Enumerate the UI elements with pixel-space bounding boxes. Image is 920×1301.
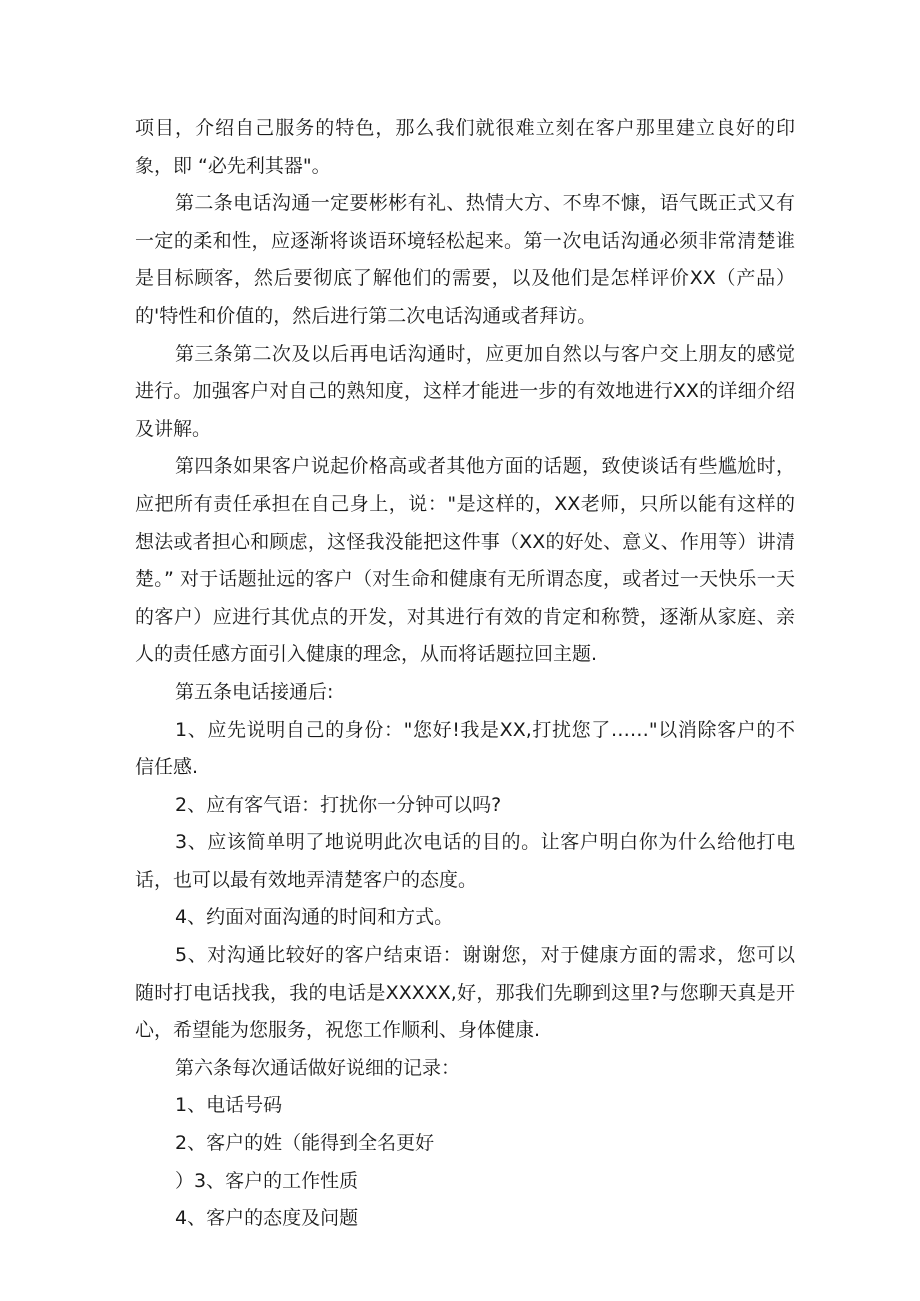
list-item-6-4: 4、客户的态度及问题 [175, 1207, 359, 1230]
paragraph-article-3: 第三条第二次及以后再电话沟通时，应更加自然以与客户交上朋友的感觉进行。加强客户对自己的熟知度，这样才能进一步的有效地进行XX的详细介绍及讲解。 [135, 342, 795, 440]
list-item-5-3: 3、应该简单明了地说明此次电话的目的。让客户明白你为什么给他打电话，也可以最有效地弄清楚客户的态度。 [135, 831, 795, 891]
list-item-6-2: 2、客户的姓（能得到全名更好 [175, 1132, 435, 1155]
list-item-5-2: 2、应有客气语：打扰你一分钟可以吗? [175, 793, 502, 816]
paragraph-article-2: 第二条电话沟通一定要彬彬有礼、热情大方、不卑不慷，语气既正式又有一定的柔和性，应逐渐将谈语环境轻松起来。第一次电话沟通必须非常清楚谁是目标顾客，然后要彻底了解他们的需要，以及他们是怎样评价XX（产品）的'特性和价值的，然后进行第二次电话沟通或者拜访。 [135, 192, 795, 327]
paragraph-article-4: 第四条如果客户说起价格高或者其他方面的话题，致使谈话有些尴尬时，应把所有责任承担在自己身上，说："是这样的，XX老师，只所以能有这样的想法或者担心和顾虑，这怪我没能把这件事（XX的好处、意义、作用等）讲清楚。” 对于话题扯远的客户（对生命和健康有无所谓态度，或者过一天快乐一天的客户）应进行其优点的开发，对其进行有效的肯定和称赞，逐渐从家庭、亲人的责任感方面引入健康的理念，从而将话题拉回主题. [135, 455, 795, 666]
paragraph-article-5: 第五条电话接通后: [175, 680, 334, 703]
list-item-5-1: 1、应先说明自己的身份："您好!我是XX,打扰您了……"以消除客户的不信任感. [135, 718, 795, 779]
list-item-5-5: 5、对沟通比较好的客户结束语：谢谢您，对于健康方面的需求，您可以随时打电话找我，我的电话是XXXXX,好，那我们先聊到这里?与您聊天真是开心，希望能为您服务，祝您工作顺利、身体健康. [135, 944, 795, 1042]
paragraph-article-6: 第六条每次通话做好说细的记录： [175, 1056, 461, 1079]
list-item-6-3: ）3、客户的工作性质 [175, 1169, 359, 1192]
paragraph-intro: 项目，介绍自己服务的特色，那么我们就很难立刻在客户那里建立良好的印象，即 “必先利其器"。 [135, 117, 795, 177]
list-item-6-1: 1、电话号码 [175, 1094, 283, 1117]
document-body [135, 110, 795, 1238]
list-item-5-4: 4、约面对面沟通的时间和方式。 [175, 906, 454, 929]
